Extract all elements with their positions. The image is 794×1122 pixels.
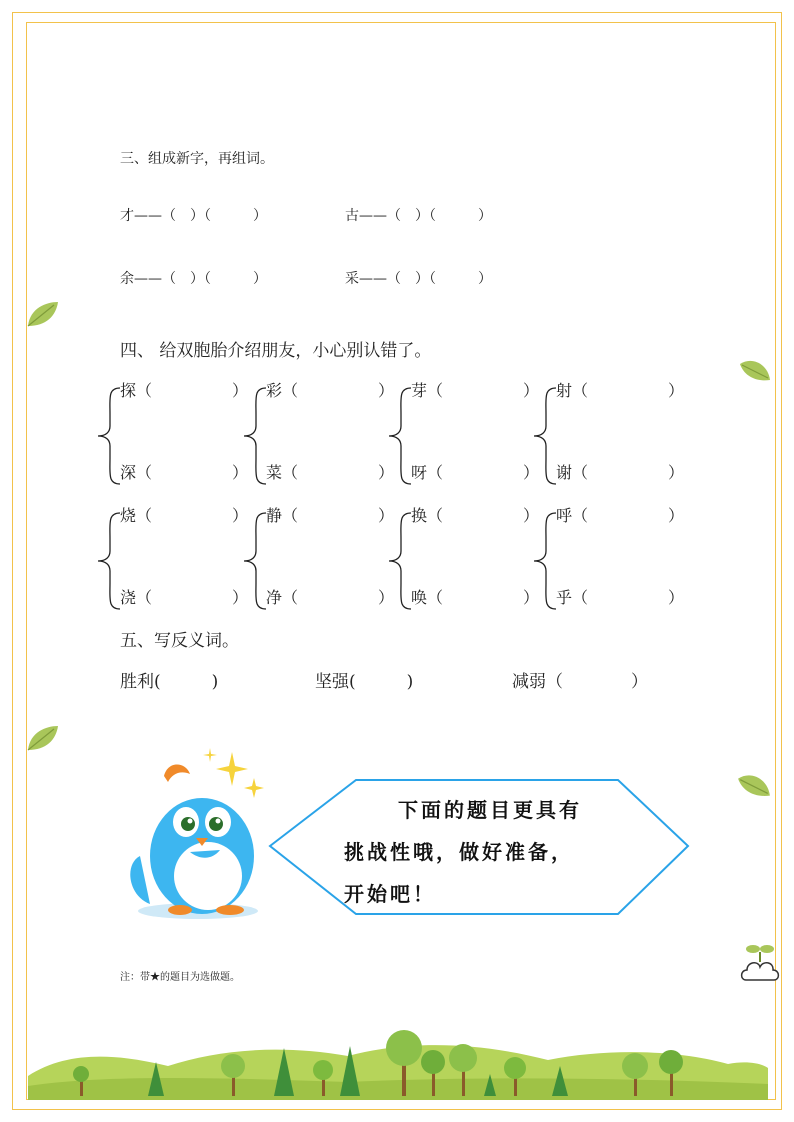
brace-icon [385, 386, 413, 486]
twin-word-item: 彩（ ） [266, 381, 395, 400]
compose-row-1a: 才——（ ）（ ） [120, 208, 267, 224]
twin-word-item: 探（ ） [120, 381, 249, 400]
leaf-icon [26, 300, 60, 328]
twin-word-item: 静（ ） [266, 506, 395, 525]
mascot-bird-icon [120, 746, 280, 926]
brace-icon [530, 386, 558, 486]
twin-word-item: 浇（ ） [120, 588, 249, 607]
twin-word-item: 换（ ） [411, 506, 540, 525]
brace-icon [94, 386, 122, 486]
twin-word-item: 菜（ ） [266, 463, 395, 482]
landscape-illustration [28, 1020, 768, 1100]
brace-icon [530, 511, 558, 611]
compose-row-2b: 采——（ ）（ ） [345, 271, 492, 287]
bubble-line-2: 挑战性哦，做好准备， [344, 840, 574, 864]
compose-row-2a: 余——（ ）（ ） [120, 271, 267, 287]
antonym-item-1: 胜利( ) [120, 672, 219, 692]
brace-icon [240, 511, 268, 611]
twin-word-item: 射（ ） [556, 381, 685, 400]
footnote: 注：带★的题目为选做题。 [120, 972, 240, 983]
bubble-line-3: 开始吧！ [344, 882, 436, 906]
sprout-cloud-icon [738, 940, 782, 988]
compose-row-1b: 古——（ ）（ ） [345, 208, 492, 224]
leaf-icon [736, 770, 772, 800]
twin-word-item: 呼（ ） [556, 506, 685, 525]
twin-word-item: 净（ ） [266, 588, 395, 607]
twin-word-item: 芽（ ） [411, 381, 540, 400]
brace-icon [94, 511, 122, 611]
section-3-title: 三、组成新字，再组词。 [120, 151, 274, 167]
twin-word-item: 呀（ ） [411, 463, 540, 482]
twin-word-item: 乎（ ） [556, 588, 685, 607]
antonym-item-2: 坚强( ) [315, 672, 414, 692]
section-5-title: 五、写反义词。 [120, 631, 239, 651]
brace-icon [240, 386, 268, 486]
leaf-icon [738, 356, 772, 384]
brace-icon [385, 511, 413, 611]
leaf-icon [26, 724, 60, 752]
antonym-item-3: 减弱（ ） [512, 672, 648, 692]
twin-word-item: 唤（ ） [411, 588, 540, 607]
twin-word-item: 烧（ ） [120, 506, 249, 525]
twin-word-item: 深（ ） [120, 463, 249, 482]
twin-word-item: 谢（ ） [556, 463, 685, 482]
bubble-line-1: 下面的题目更具有 [398, 798, 582, 822]
section-4-title: 四、 给双胞胎介绍朋友，小心别认错了。 [120, 341, 432, 361]
